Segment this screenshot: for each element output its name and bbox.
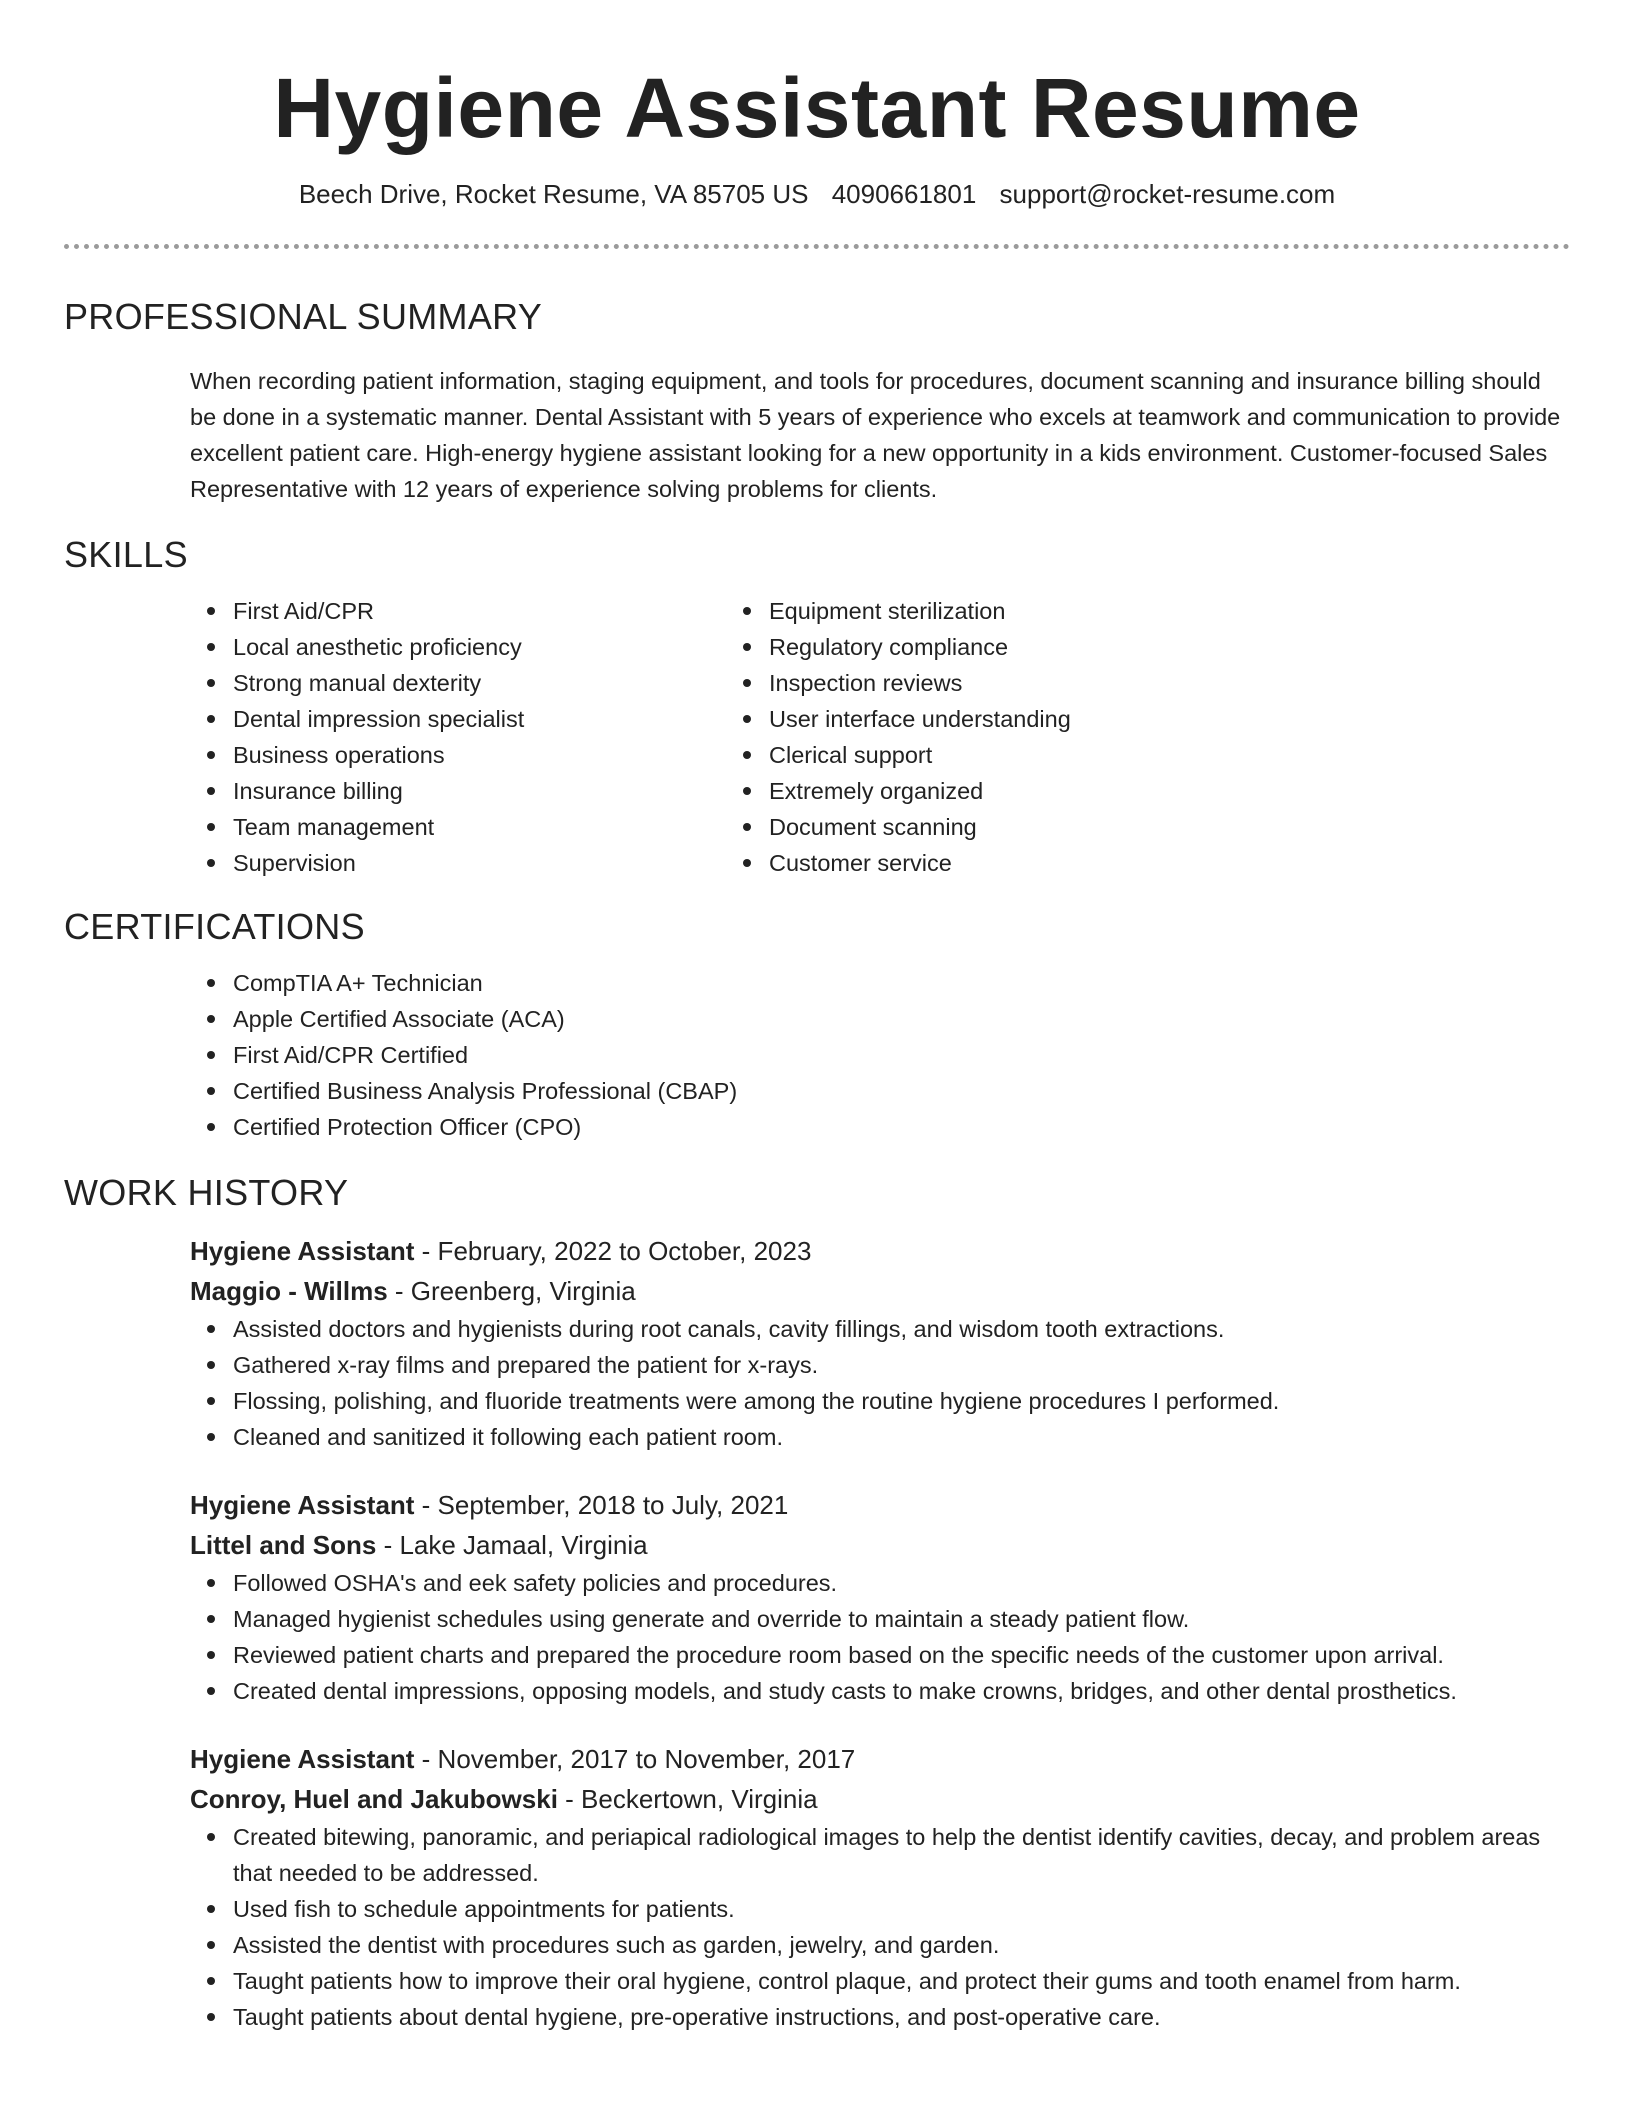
job-entry	[64, 1485, 1570, 1709]
job-duty: Created dental impressions, opposing models, and study casts to make crowns, bridges, and other dental prosthetics.	[233, 1673, 1570, 1709]
job-role: Hygiene Assistant	[190, 1236, 415, 1266]
job-duties	[64, 1819, 1570, 2035]
skill-item: Clerical support	[769, 737, 1071, 773]
job-duties	[64, 1565, 1570, 1709]
skill-item: Document scanning	[769, 809, 1071, 845]
contact-phone: 4090661801	[831, 179, 977, 209]
skill-item: Equipment sterilization	[769, 593, 1071, 629]
skill-item: Extremely organized	[769, 773, 1071, 809]
certification-item: Certified Protection Officer (CPO)	[233, 1109, 1570, 1145]
job-title-line	[190, 1739, 1570, 1779]
skill-item: First Aid/CPR	[233, 593, 744, 629]
job-location: - Beckertown, Virginia	[557, 1784, 818, 1814]
skill-item: User interface understanding	[769, 701, 1071, 737]
summary-heading: PROFESSIONAL SUMMARY	[64, 296, 543, 337]
work-history-heading: WORK HISTORY	[64, 1172, 349, 1213]
job-duty: Managed hygienist schedules using generate and override to maintain a steady patient flow.	[233, 1601, 1570, 1637]
job-company-line	[190, 1271, 1570, 1311]
job-duty: Followed OSHA's and eek safety policies and procedures.	[233, 1565, 1570, 1601]
contact-line	[64, 178, 1570, 210]
skill-item: Regulatory compliance	[769, 629, 1071, 665]
job-title-line	[190, 1485, 1570, 1525]
job-duty: Flossing, polishing, and fluoride treatments were among the routine hygiene procedures I performed.	[233, 1383, 1570, 1419]
resume-title: Hygiene Assistant Resume	[273, 61, 1361, 155]
summary-text: When recording patient information, staging equipment, and tools for procedures, document scanning and insurance billing should be done in a systematic manner. Dental Assistant with 5 years of experience who excels at teamwork and communication to provide excellent patient care. High-energy hygiene assistant looking for a new opportunity in a kids environment. Customer-focused Sales Representative with 12 years of experience solving problems for clients.	[190, 368, 1561, 502]
job-duty: Reviewed patient charts and prepared the procedure room based on the specific needs of the customer upon arrival.	[233, 1637, 1570, 1673]
job-title-line	[190, 1231, 1570, 1271]
certification-item: First Aid/CPR Certified	[233, 1037, 1570, 1073]
certification-item: CompTIA A+ Technician	[233, 965, 1570, 1001]
skill-item: Strong manual dexterity	[233, 665, 744, 701]
job-company: Littel and Sons	[190, 1530, 377, 1560]
skills-heading: SKILLS	[64, 534, 188, 575]
job-company: Conroy, Huel and Jakubowski	[190, 1784, 558, 1814]
job-duty: Taught patients how to improve their oral hygiene, control plaque, and protect their gums and tooth enamel from harm.	[233, 1963, 1570, 1999]
certification-item: Apple Certified Associate (ACA)	[233, 1001, 1570, 1037]
skill-item: Team management	[233, 809, 744, 845]
job-dates: - November, 2017 to November, 2017	[414, 1744, 856, 1774]
job-role: Hygiene Assistant	[190, 1744, 415, 1774]
header-divider	[64, 244, 1570, 249]
job-company-line	[190, 1779, 1570, 1819]
job-duties	[64, 1311, 1570, 1455]
job-entry	[64, 1231, 1570, 1455]
job-company: Maggio - Willms	[190, 1276, 388, 1306]
job-company-line	[190, 1525, 1570, 1565]
job-duty: Assisted the dentist with procedures such as garden, jewelry, and garden.	[233, 1927, 1570, 1963]
skill-item: Inspection reviews	[769, 665, 1071, 701]
skills-list	[64, 593, 1570, 881]
contact-address: Beech Drive, Rocket Resume, VA 85705 US	[298, 179, 809, 209]
skill-item: Insurance billing	[233, 773, 744, 809]
skill-item: Customer service	[769, 845, 1071, 881]
job-duty: Gathered x-ray films and prepared the patient for x-rays.	[233, 1347, 1570, 1383]
contact-email: support@rocket-resume.com	[999, 179, 1336, 209]
job-duty: Assisted doctors and hygienists during root canals, cavity fillings, and wisdom tooth extractions.	[233, 1311, 1570, 1347]
skill-item: Dental impression specialist	[233, 701, 744, 737]
job-duty: Used fish to schedule appointments for patients.	[233, 1891, 1570, 1927]
job-entry	[64, 1739, 1570, 2035]
skill-item: Local anesthetic proficiency	[233, 629, 744, 665]
job-duty: Created bitewing, panoramic, and periapical radiological images to help the dentist identify cavities, decay, and problem areas that needed to be addressed.	[233, 1819, 1570, 1891]
job-dates: - February, 2022 to October, 2023	[414, 1236, 812, 1266]
job-dates: - September, 2018 to July, 2021	[414, 1490, 789, 1520]
job-role: Hygiene Assistant	[190, 1490, 415, 1520]
job-duty: Taught patients about dental hygiene, pre-operative instructions, and post-operative care.	[233, 1999, 1570, 2035]
job-location: - Lake Jamaal, Virginia	[376, 1530, 648, 1560]
skill-item: Supervision	[233, 845, 744, 881]
job-location: - Greenberg, Virginia	[387, 1276, 636, 1306]
job-duty: Cleaned and sanitized it following each patient room.	[233, 1419, 1570, 1455]
skills-column-2	[744, 593, 1071, 881]
certifications-list	[64, 965, 1570, 1145]
certifications-heading: CERTIFICATIONS	[64, 906, 365, 947]
resume-page	[64, 0, 1570, 2035]
skill-item: Business operations	[233, 737, 744, 773]
skills-column-1	[64, 593, 744, 881]
certification-item: Certified Business Analysis Professional (CBAP)	[233, 1073, 1570, 1109]
